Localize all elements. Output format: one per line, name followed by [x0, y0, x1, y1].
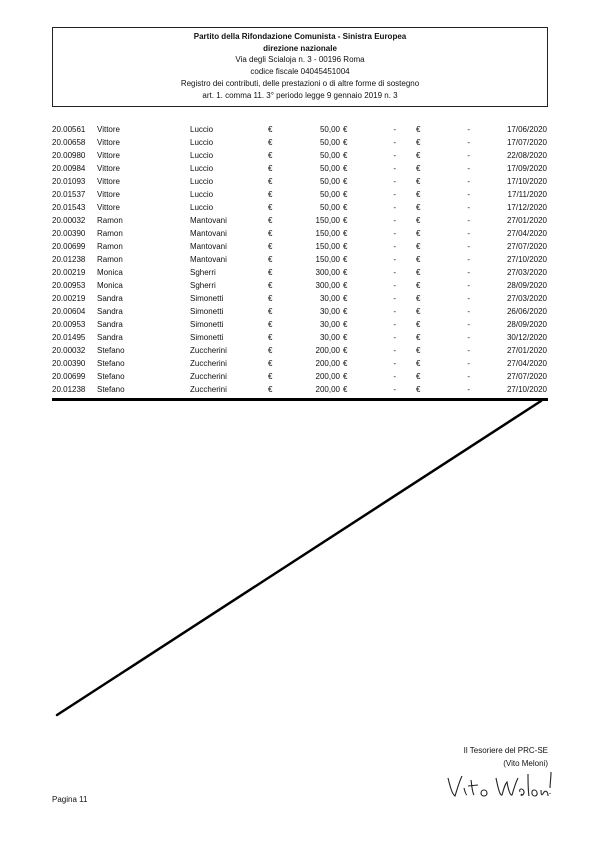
donor-first-name: Ramon — [97, 242, 123, 251]
contribution-amount: 30,00 — [319, 320, 340, 329]
empty-value: - — [467, 125, 470, 134]
empty-value: - — [393, 320, 396, 329]
contribution-date: 17/12/2020 — [506, 203, 547, 212]
donor-last-name: Zuccherini — [190, 359, 227, 368]
currency-symbol: € — [416, 294, 421, 303]
currency-symbol: € — [343, 385, 348, 394]
currency-symbol: € — [268, 125, 273, 134]
contribution-amount: 50,00 — [319, 138, 340, 147]
empty-value: - — [393, 216, 396, 225]
empty-value: - — [393, 138, 396, 147]
currency-symbol: € — [268, 281, 273, 290]
currency-symbol: € — [416, 372, 421, 381]
donation-code: 20.00219 — [52, 294, 86, 303]
contribution-amount: 50,00 — [319, 151, 340, 160]
contribution-amount: 200,00 — [315, 359, 340, 368]
donation-code: 20.01495 — [52, 333, 86, 342]
donation-code: 20.01093 — [52, 177, 86, 186]
donor-last-name: Luccio — [190, 177, 214, 186]
donor-first-name: Stefano — [97, 385, 125, 394]
contribution-date: 17/11/2020 — [507, 190, 547, 199]
donor-first-name: Vittore — [97, 164, 120, 173]
donor-first-name: Stefano — [97, 359, 125, 368]
empty-value: - — [393, 151, 396, 160]
donation-code: 20.00032 — [52, 346, 86, 355]
donor-last-name: Mantovani — [190, 229, 227, 238]
donation-code: 20.00032 — [52, 216, 86, 225]
currency-symbol: € — [343, 320, 348, 329]
currency-symbol: € — [416, 242, 421, 251]
currency-symbol: € — [416, 346, 421, 355]
currency-symbol: € — [268, 372, 273, 381]
contribution-date: 27/03/2020 — [506, 294, 547, 303]
donation-code: 20.00658 — [52, 138, 86, 147]
currency-symbol: € — [416, 125, 421, 134]
donor-first-name: Vittore — [97, 151, 120, 160]
currency-symbol: € — [343, 190, 348, 199]
donation-code: 20.00699 — [52, 242, 86, 251]
contribution-amount: 200,00 — [315, 346, 340, 355]
donation-code: 20.01238 — [52, 255, 86, 264]
empty-value: - — [467, 229, 470, 238]
currency-symbol: € — [343, 125, 348, 134]
empty-value: - — [467, 203, 470, 212]
contribution-amount: 200,00 — [315, 372, 340, 381]
currency-symbol: € — [268, 177, 273, 186]
empty-value: - — [467, 151, 470, 160]
currency-symbol: € — [268, 203, 273, 212]
contribution-amount: 50,00 — [319, 203, 340, 212]
contribution-date: 27/04/2020 — [506, 229, 547, 238]
donor-first-name: Stefano — [97, 372, 125, 381]
donor-first-name: Ramon — [97, 255, 123, 264]
currency-symbol: € — [416, 164, 421, 173]
currency-symbol: € — [268, 255, 273, 264]
donor-first-name: Vittore — [97, 138, 120, 147]
donor-first-name: Vittore — [97, 125, 120, 134]
donor-first-name: Vittore — [97, 177, 120, 186]
empty-value: - — [393, 242, 396, 251]
contribution-amount: 300,00 — [315, 268, 340, 277]
address-line: Via degli Scialoja n. 3 - 00196 Roma — [235, 55, 365, 65]
donor-last-name: Sgherri — [190, 268, 216, 277]
empty-value: - — [393, 294, 396, 303]
contribution-amount: 50,00 — [319, 190, 340, 199]
register-title: Registro dei contributi, delle prestazioni o di altre forme di sostegno — [180, 78, 420, 88]
donor-last-name: Luccio — [190, 203, 214, 212]
currency-symbol: € — [268, 164, 273, 173]
currency-symbol: € — [268, 138, 273, 147]
donor-last-name: Luccio — [190, 151, 214, 160]
empty-value: - — [467, 138, 470, 147]
contribution-date: 17/07/2020 — [506, 138, 547, 147]
currency-symbol: € — [416, 320, 421, 329]
contribution-date: 27/01/2020 — [506, 346, 547, 355]
contribution-date: 27/03/2020 — [506, 268, 547, 277]
donor-first-name: Sandra — [97, 320, 123, 329]
empty-value: - — [467, 346, 470, 355]
contribution-date: 17/10/2020 — [506, 177, 547, 186]
contribution-amount: 150,00 — [315, 216, 340, 225]
donor-last-name: Luccio — [190, 125, 214, 134]
currency-symbol: € — [416, 385, 421, 394]
empty-value: - — [393, 281, 396, 290]
empty-value: - — [467, 359, 470, 368]
currency-symbol: € — [343, 346, 348, 355]
currency-symbol: € — [343, 151, 348, 160]
currency-symbol: € — [416, 151, 421, 160]
law-reference: art. 1. comma 11. 3° periodo legge 9 gennaio 2019 n. 3 — [202, 90, 398, 100]
contribution-date: 28/09/2020 — [506, 281, 547, 290]
donor-last-name: Simonetti — [190, 307, 224, 316]
currency-symbol: € — [416, 281, 421, 290]
currency-symbol: € — [268, 346, 273, 355]
currency-symbol: € — [416, 203, 421, 212]
contribution-amount: 150,00 — [315, 229, 340, 238]
currency-symbol: € — [268, 268, 273, 277]
donor-last-name: Luccio — [190, 164, 214, 173]
donation-code: 20.00561 — [52, 125, 86, 134]
empty-value: - — [467, 307, 470, 316]
currency-symbol: € — [416, 216, 421, 225]
donor-first-name: Vittore — [97, 203, 120, 212]
donor-last-name: Luccio — [190, 190, 214, 199]
donor-first-name: Sandra — [97, 294, 123, 303]
currency-symbol: € — [416, 359, 421, 368]
contribution-date: 27/10/2020 — [506, 385, 547, 394]
currency-symbol: € — [268, 385, 273, 394]
currency-symbol: € — [343, 294, 348, 303]
empty-value: - — [393, 125, 396, 134]
currency-symbol: € — [343, 242, 348, 251]
donor-last-name: Zuccherini — [190, 346, 227, 355]
currency-symbol: € — [343, 372, 348, 381]
donation-code: 20.01537 — [52, 190, 86, 199]
donation-code: 20.00604 — [52, 307, 86, 316]
diagonal-strike — [57, 401, 541, 715]
contribution-amount: 150,00 — [315, 242, 340, 251]
empty-value: - — [393, 229, 396, 238]
currency-symbol: € — [416, 307, 421, 316]
empty-value: - — [467, 164, 470, 173]
donation-code: 20.00699 — [52, 372, 86, 381]
donation-code: 20.00984 — [52, 164, 86, 173]
donor-last-name: Simonetti — [190, 333, 224, 342]
empty-value: - — [467, 268, 470, 277]
empty-value: - — [467, 190, 470, 199]
donor-first-name: Stefano — [97, 346, 125, 355]
empty-value: - — [467, 216, 470, 225]
donation-code: 20.01543 — [52, 203, 86, 212]
donor-last-name: Simonetti — [190, 320, 224, 329]
donor-first-name: Ramon — [97, 229, 123, 238]
party-name: Partito della Rifondazione Comunista - Sinistra Europea — [193, 32, 407, 41]
contribution-amount: 150,00 — [315, 255, 340, 264]
currency-symbol: € — [343, 229, 348, 238]
currency-symbol: € — [268, 242, 273, 251]
donation-code: 20.00390 — [52, 229, 86, 238]
currency-symbol: € — [416, 255, 421, 264]
empty-value: - — [393, 333, 396, 342]
empty-value: - — [393, 203, 396, 212]
currency-symbol: € — [268, 216, 273, 225]
empty-value: - — [393, 346, 396, 355]
currency-symbol: € — [416, 138, 421, 147]
currency-symbol: € — [416, 229, 421, 238]
contribution-amount: 30,00 — [319, 333, 340, 342]
currency-symbol: € — [268, 307, 273, 316]
donation-code: 20.00980 — [52, 151, 86, 160]
donor-last-name: Mantovani — [190, 242, 227, 251]
contribution-amount: 300,00 — [315, 281, 340, 290]
empty-value: - — [467, 372, 470, 381]
currency-symbol: € — [416, 268, 421, 277]
contribution-date: 22/08/2020 — [506, 151, 547, 160]
treasurer-title: Il Tesoriere del PRC-SE — [463, 746, 548, 755]
currency-symbol: € — [343, 164, 348, 173]
currency-symbol: € — [416, 190, 421, 199]
empty-value: - — [393, 177, 396, 186]
contribution-date: 26/06/2020 — [506, 307, 547, 316]
currency-symbol: € — [343, 177, 348, 186]
donor-first-name: Sandra — [97, 333, 123, 342]
currency-symbol: € — [268, 333, 273, 342]
contribution-amount: 30,00 — [319, 294, 340, 303]
empty-value: - — [467, 281, 470, 290]
currency-symbol: € — [343, 216, 348, 225]
donation-code: 20.00953 — [52, 320, 86, 329]
currency-symbol: € — [343, 268, 348, 277]
handwritten-signature — [444, 766, 554, 800]
donor-first-name: Monica — [97, 281, 123, 290]
donation-code: 20.01238 — [52, 385, 86, 394]
currency-symbol: € — [268, 151, 273, 160]
donor-first-name: Monica — [97, 268, 123, 277]
empty-value: - — [467, 177, 470, 186]
empty-value: - — [393, 268, 396, 277]
treasurer-name: (Vito Meloni) — [503, 759, 548, 768]
donor-last-name: Sgherri — [190, 281, 216, 290]
donor-last-name: Zuccherini — [190, 385, 227, 394]
donor-first-name: Vittore — [97, 190, 120, 199]
contribution-amount: 50,00 — [319, 164, 340, 173]
donation-code: 20.00390 — [52, 359, 86, 368]
currency-symbol: € — [268, 320, 273, 329]
currency-symbol: € — [343, 359, 348, 368]
currency-symbol: € — [343, 281, 348, 290]
donor-first-name: Ramon — [97, 216, 123, 225]
office-name: direzione nazionale — [263, 43, 337, 53]
contribution-date: 27/01/2020 — [506, 216, 547, 225]
empty-value: - — [393, 164, 396, 173]
donor-last-name: Mantovani — [190, 255, 227, 264]
currency-symbol: € — [343, 333, 348, 342]
contribution-date: 27/04/2020 — [506, 359, 547, 368]
empty-value: - — [393, 255, 396, 264]
contribution-date: 27/10/2020 — [506, 255, 547, 264]
currency-symbol: € — [343, 255, 348, 264]
page-number: Pagina 11 — [52, 795, 88, 804]
currency-symbol: € — [343, 203, 348, 212]
empty-value: - — [393, 385, 396, 394]
empty-value: - — [467, 294, 470, 303]
contribution-amount: 50,00 — [319, 177, 340, 186]
currency-symbol: € — [416, 333, 421, 342]
donor-last-name: Luccio — [190, 138, 214, 147]
empty-value: - — [467, 255, 470, 264]
donation-code: 20.00953 — [52, 281, 86, 290]
empty-value: - — [393, 372, 396, 381]
empty-value: - — [467, 333, 470, 342]
donor-last-name: Zuccherini — [190, 372, 227, 381]
donor-last-name: Simonetti — [190, 294, 224, 303]
currency-symbol: € — [268, 359, 273, 368]
contribution-date: 30/12/2020 — [506, 333, 547, 342]
contribution-date: 27/07/2020 — [506, 372, 547, 381]
tax-code-line: codice fiscale 04045451004 — [250, 67, 350, 77]
contribution-amount: 50,00 — [319, 125, 340, 134]
contribution-date: 17/09/2020 — [506, 164, 547, 173]
donor-first-name: Sandra — [97, 307, 123, 316]
currency-symbol: € — [268, 229, 273, 238]
donor-last-name: Mantovani — [190, 216, 227, 225]
currency-symbol: € — [343, 138, 348, 147]
currency-symbol: € — [268, 294, 273, 303]
donation-code: 20.00219 — [52, 268, 86, 277]
currency-symbol: € — [268, 190, 273, 199]
empty-value: - — [393, 359, 396, 368]
empty-value: - — [393, 190, 396, 199]
contribution-date: 27/07/2020 — [506, 242, 547, 251]
empty-value: - — [393, 307, 396, 316]
currency-symbol: € — [343, 307, 348, 316]
currency-symbol: € — [416, 177, 421, 186]
contribution-date: 17/06/2020 — [506, 125, 547, 134]
empty-value: - — [467, 242, 470, 251]
contribution-date: 28/09/2020 — [506, 320, 547, 329]
contribution-amount: 200,00 — [315, 385, 340, 394]
empty-value: - — [467, 385, 470, 394]
empty-value: - — [467, 320, 470, 329]
contribution-amount: 30,00 — [319, 307, 340, 316]
